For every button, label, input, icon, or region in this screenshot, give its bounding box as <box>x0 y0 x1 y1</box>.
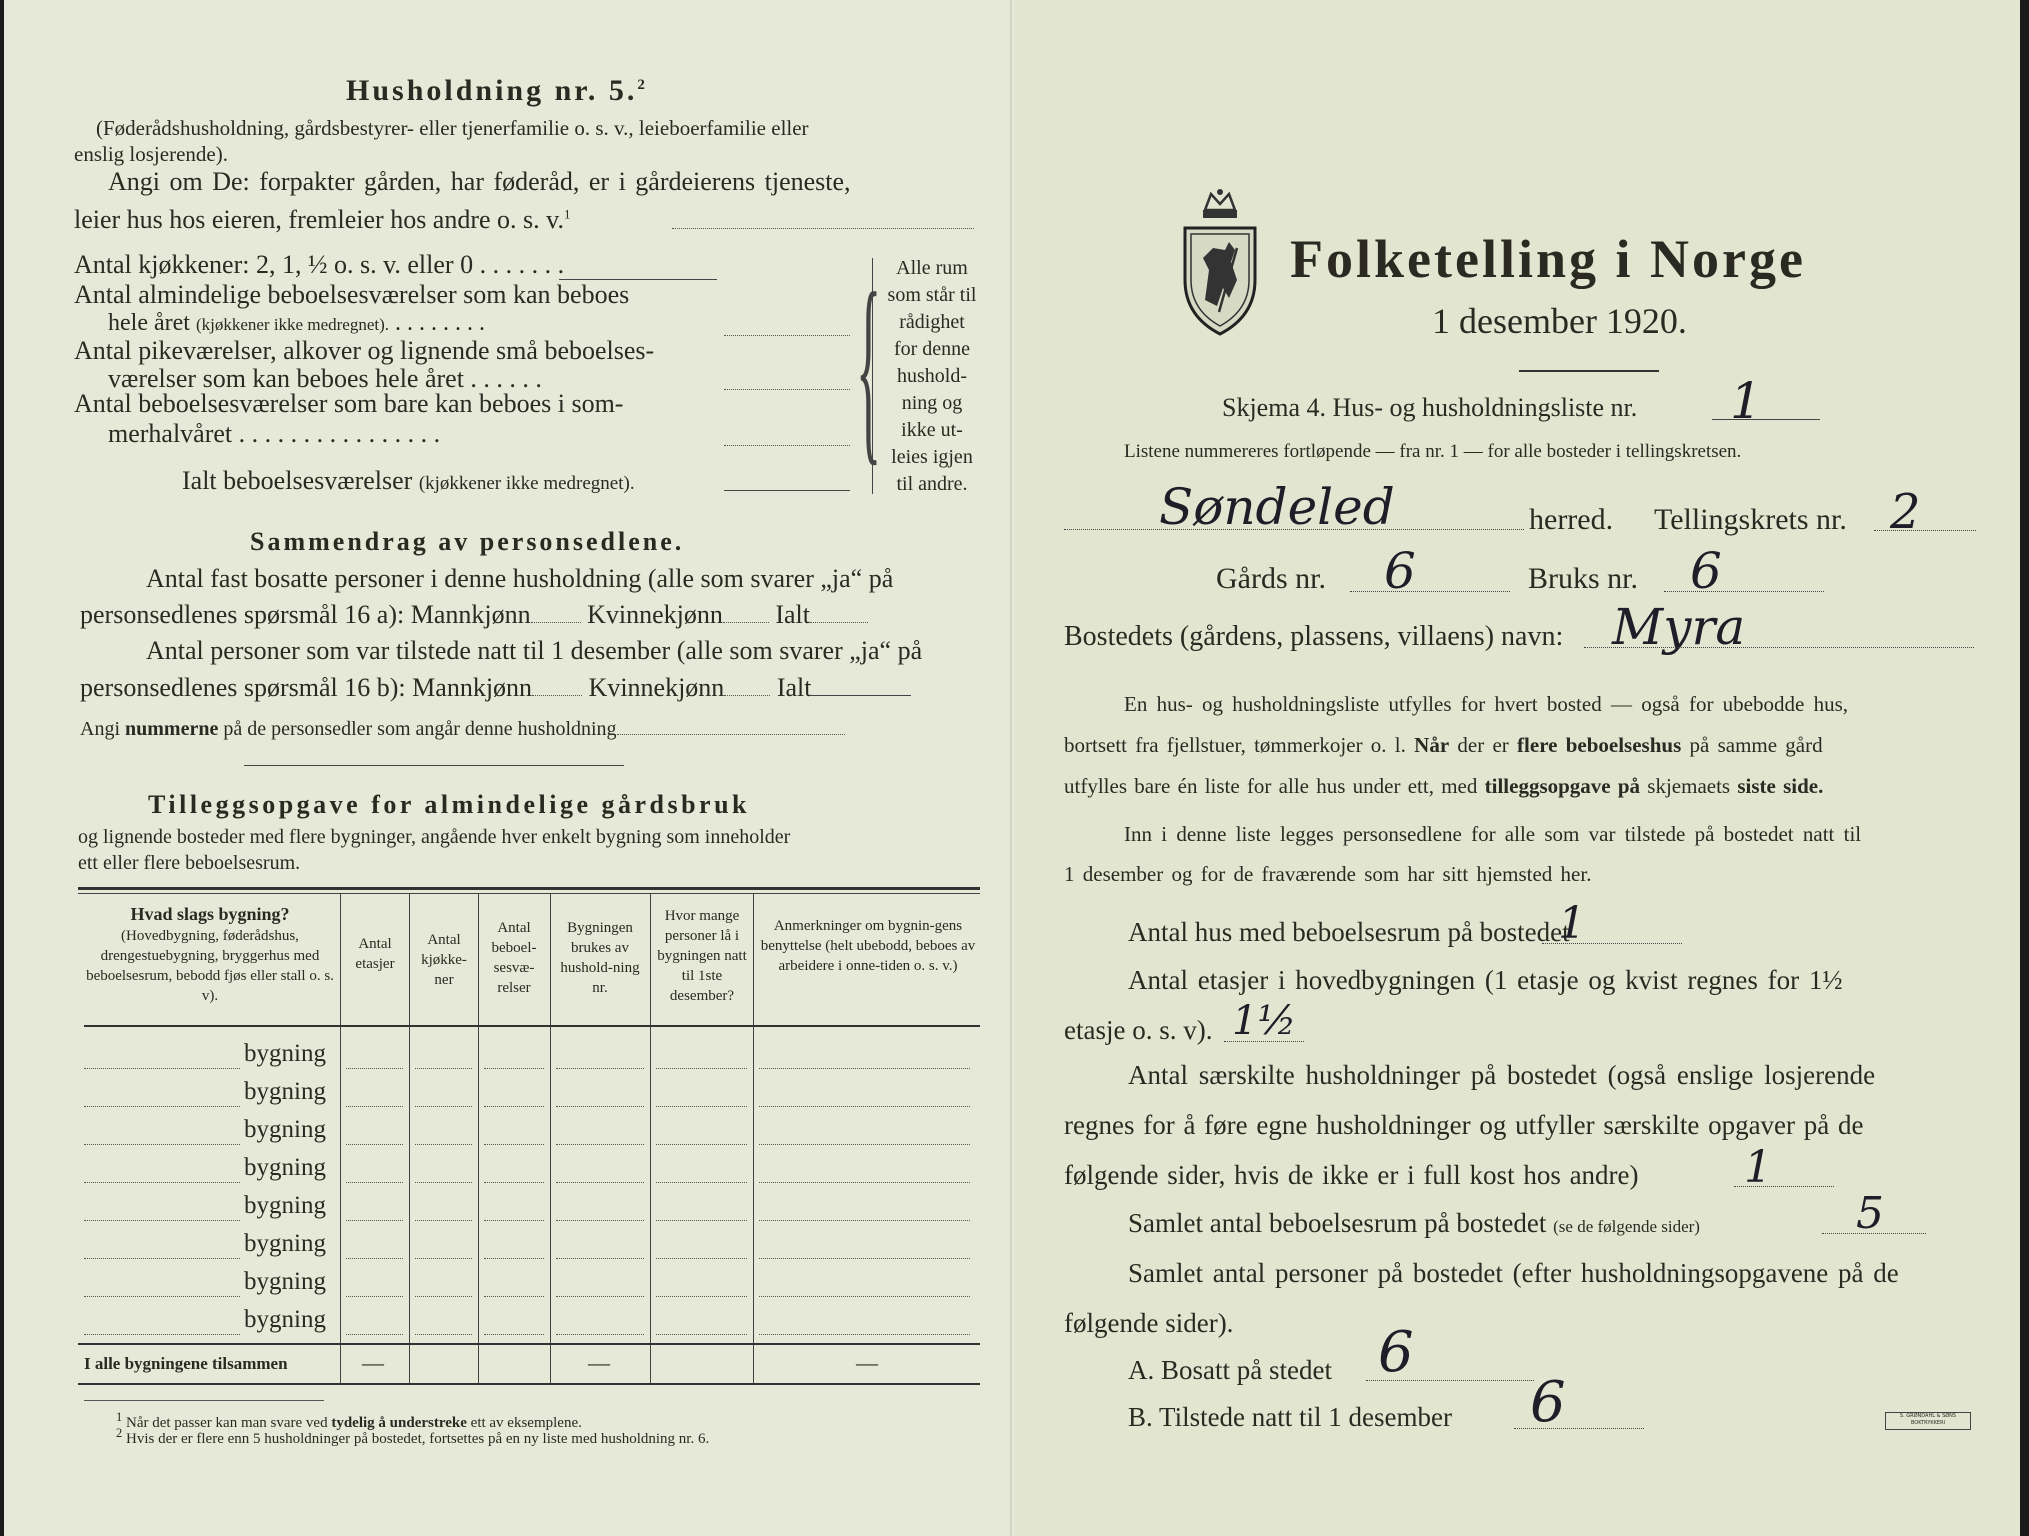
list-number-line <box>1712 419 1820 420</box>
rooms-label-b: hele året (kjøkkener ikke medregnet). . . . . . . . . <box>108 310 485 336</box>
table-cell-field[interactable] <box>556 1182 644 1183</box>
gards-line <box>1350 591 1510 592</box>
table-row <box>4 1040 1004 1078</box>
q-present-line <box>1514 1428 1644 1429</box>
bracket: { <box>856 251 882 483</box>
q-rooms-value[interactable]: 5 <box>1856 1188 1884 1239</box>
census-date: 1 desember 1920. <box>1432 301 1687 341</box>
table-cell-field[interactable] <box>759 1334 970 1335</box>
table-cell-field[interactable] <box>656 1296 747 1297</box>
title-rule <box>1519 370 1659 372</box>
table-cell-field[interactable] <box>759 1106 970 1107</box>
instruction-5: 1 desember og for de fraværende som har sitt hjemsted her. <box>1064 862 1592 886</box>
q-houses-line <box>1542 943 1682 944</box>
table-cell-field[interactable] <box>346 1258 403 1259</box>
angi-line-1: Angi om De: forpakter gården, har føderåd, er i gårdeierens tjeneste, <box>108 167 851 196</box>
bracket-right-rule <box>872 258 873 494</box>
coat-of-arms-icon <box>1179 188 1261 338</box>
table-cell-field[interactable] <box>346 1106 403 1107</box>
col-header-building: Hvad slags bygning? (Hovedbygning, føderådshus, drengestuebygning, bryggerhus med beboelsesrum, bebodd fjøs eller stall o. s. v). <box>86 904 334 1004</box>
table-cell-field[interactable] <box>346 1334 403 1335</box>
table-top-rule <box>78 887 980 890</box>
table-cell-field[interactable] <box>415 1296 472 1297</box>
summer-rooms-answer-line <box>724 445 850 446</box>
bracket-note-line: ikke ut- <box>901 419 963 441</box>
table-cell-field[interactable] <box>484 1106 544 1107</box>
small-rooms-label-b: værelser som kan beboes hele året . . . . . . <box>108 364 542 393</box>
table-top-rule-2 <box>78 893 980 894</box>
table-cell-field[interactable] <box>556 1220 644 1221</box>
bracket-note-line: leies igjen <box>891 446 973 468</box>
right-page <box>1014 0 2020 1536</box>
col-header-remarks: Anmerkninger om bygnin-gens benyttelse (helt ubebodd, beboes av arbeidere i onne-tiden o. s. v.) <box>760 918 976 974</box>
angi-nummerne: Angi nummerne på de personsedler som angår denne husholdning <box>80 718 845 741</box>
rooms-answer-line <box>724 335 850 336</box>
q-floors-value[interactable]: 1½ <box>1232 998 1297 1044</box>
bruks-value[interactable]: 6 <box>1690 542 1722 600</box>
q-houses-value[interactable]: 1 <box>1558 898 1586 949</box>
table-cell-field[interactable] <box>656 1106 747 1107</box>
summary-line-3: Antal personer som var tilstede natt til 1 desember (alle som svarer „ja“ på <box>146 636 923 665</box>
building-type-field[interactable] <box>84 1220 240 1221</box>
q-households-line <box>1734 1186 1834 1187</box>
building-row-label: bygning <box>244 1116 326 1143</box>
footnote-rule <box>84 1400 324 1401</box>
q-households-label-b: regnes for å føre egne husholdninger og utfyller særskilte opgaver på de <box>1064 1110 1864 1140</box>
q-present-value[interactable]: 6 <box>1530 1370 1566 1435</box>
q-households-label-c: følgende sider, hvis de ikke er i full kost hos andre) <box>1064 1160 1639 1190</box>
q-persons-label-a: Samlet antal personer på bostedet (efter husholdningsopgavene på de <box>1128 1258 1899 1288</box>
q-resident-line <box>1366 1380 1534 1381</box>
table-cell-field[interactable] <box>346 1144 403 1145</box>
gards-label: Gårds nr. <box>1216 562 1326 595</box>
table-cell-field[interactable] <box>415 1220 472 1221</box>
total-floors-dash: — <box>362 1350 384 1375</box>
table-cell-field[interactable] <box>556 1296 644 1297</box>
q-rooms-label: Samlet antal beboelsesrum på bostedet (se de følgende sider) <box>1128 1208 1700 1238</box>
summary-line-2: personsedlenes spørsmål 16 a): Mannkjønn Kvinnekjønn Ialt <box>80 600 868 630</box>
q-households-label-a: Antal særskilte husholdninger på bostedet (også enslige losjerende <box>1128 1060 1876 1090</box>
building-row-label: bygning <box>244 1154 326 1181</box>
table-cell-field[interactable] <box>346 1220 403 1221</box>
q-floors-label-a: Antal etasjer i hovedbygningen (1 etasje og kvist regnes for 1½ <box>1128 965 1843 995</box>
table-cell-field[interactable] <box>556 1144 644 1145</box>
left-page <box>4 0 1014 1536</box>
bracket-note-line: som står til <box>887 284 977 306</box>
angi-answer-line <box>672 228 974 229</box>
col-header-persons: Hvor mange personer lå i bygningen natt til 1ste desember? <box>657 908 747 1004</box>
table-cell-field[interactable] <box>556 1106 644 1107</box>
building-type-field[interactable] <box>84 1296 240 1297</box>
instruction-2: bortsett fra fjellstuer, tømmerkojer o. l. Når der er flere beboelseshus på samme gård <box>1064 733 1823 757</box>
summer-rooms-label-b: merhalvåret . . . . . . . . . . . . . . . . <box>108 419 441 448</box>
tellingskrets-value[interactable]: 2 <box>1890 484 1921 540</box>
gards-value[interactable]: 6 <box>1384 542 1416 600</box>
tellingskrets-label: Tellingskrets nr. <box>1654 503 1847 536</box>
tillegg-line-1: og lignende bosteder med flere bygninger, angående hver enkelt bygning som inneholder <box>78 826 791 848</box>
q-present-label: B. Tilstede natt til 1 desember <box>1128 1402 1452 1432</box>
listene-note: Listene nummereres fortløpende — fra nr. 1 — for alle bosteder i tellingskretsen. <box>1124 441 1742 462</box>
table-cell-field[interactable] <box>759 1068 970 1069</box>
table-total-rule <box>78 1343 980 1345</box>
q-resident-label: A. Bosatt på stedet <box>1128 1355 1332 1385</box>
small-rooms-answer-line <box>724 389 850 390</box>
household-subtitle-1: (Føderådshusholdning, gårdsbestyrer- eller tjenerfamilie o. s. v., leieboerfamilie eller <box>96 116 809 140</box>
bracket-note-line: hushold- <box>897 365 967 387</box>
table-cell-field[interactable] <box>556 1334 644 1335</box>
table-row <box>4 1306 1004 1344</box>
bracket-note-line: rådighet <box>899 311 965 333</box>
table-cell-field[interactable] <box>656 1144 747 1145</box>
table-cell-field[interactable] <box>484 1182 544 1183</box>
footnote-1: $^1$ Når det passer kan man svare ved tydelig å understreke ett av eksemplene. <box>116 1410 582 1431</box>
household-title: Husholdning nr. 5.$^2$ <box>346 74 648 107</box>
instruction-3: utfylles bare én liste for alle hus under ett, med tilleggsopgave på skjemaets siste side. <box>1064 774 1824 798</box>
col-header-household: Bygningen brukes av hushold-ning nr. <box>560 920 640 996</box>
summary-line-1: Antal fast bosatte personer i denne husholdning (alle som svarer „ja“ på <box>146 564 894 593</box>
summary-line-4: personsedlenes spørsmål 16 b): Mannkjønn Kvinnekjønn Ialt <box>80 673 911 703</box>
table-header-rule <box>84 1025 980 1027</box>
building-type-field[interactable] <box>84 1068 240 1069</box>
bruks-line <box>1664 591 1824 592</box>
table-row <box>4 1230 1004 1268</box>
herred-label: herred. <box>1529 503 1614 536</box>
total-rooms-answer-line <box>724 490 850 491</box>
building-row-label: bygning <box>244 1078 326 1105</box>
table-cell-field[interactable] <box>415 1258 472 1259</box>
table-cell-field[interactable] <box>556 1068 644 1069</box>
table-cell-field[interactable] <box>759 1258 970 1259</box>
table-cell-field[interactable] <box>656 1334 747 1335</box>
bracket-note-line: for denne <box>893 338 971 360</box>
bosted-value[interactable]: Myra <box>1612 598 1746 656</box>
table-cell-field[interactable] <box>484 1068 544 1069</box>
table-cell-field[interactable] <box>656 1220 747 1221</box>
q-rooms-line <box>1822 1233 1926 1234</box>
table-cell-field[interactable] <box>346 1296 403 1297</box>
table-cell-field[interactable] <box>656 1068 747 1069</box>
footnote-2: $^2$ Hvis der er flere enn 5 husholdninger på bostedet, fortsettes på en ny liste med husholdning nr. 6. <box>116 1426 710 1447</box>
table-cell-field[interactable] <box>484 1258 544 1259</box>
q-floors-label-b: etasje o. s. v). <box>1064 1015 1213 1045</box>
table-cell-field[interactable] <box>484 1220 544 1221</box>
table-row <box>4 1078 1004 1116</box>
municipality-value[interactable]: Søndeled <box>1159 478 1395 536</box>
tellingskrets-line <box>1874 530 1976 531</box>
table-row <box>4 1192 1004 1230</box>
building-row-label: bygning <box>244 1268 326 1295</box>
building-row-label: bygning <box>244 1306 326 1333</box>
q-resident-value[interactable]: 6 <box>1378 1320 1414 1385</box>
table-cell-field[interactable] <box>415 1106 472 1107</box>
summer-rooms-label-a: Antal beboelsesværelser som bare kan beboes i som- <box>74 389 624 418</box>
bracket-note-line: ning og <box>901 392 963 414</box>
table-cell-field[interactable] <box>656 1258 747 1259</box>
table-cell-field[interactable] <box>415 1068 472 1069</box>
summary-title: Sammendrag av personsedlene. <box>250 527 685 556</box>
table-cell-field[interactable] <box>759 1182 970 1183</box>
small-rooms-label-a: Antal pikeværelser, alkover og lignende små beboelses- <box>74 336 655 365</box>
col-header-rooms: Antal beboel-sesvæ-relser <box>491 920 537 996</box>
total-rooms-label: Ialt beboelsesværelser (kjøkkener ikke medregnet). <box>182 466 635 495</box>
household-subtitle-2: enslig losjerende). <box>74 142 228 166</box>
bracket-note <box>880 255 984 498</box>
building-row-label: bygning <box>244 1040 326 1067</box>
rooms-label-a: Antal almindelige beboelsesværelser som kan beboes <box>74 280 630 309</box>
tillegg-line-2: ett eller flere beboelsesrum. <box>78 852 301 874</box>
table-cell-field[interactable] <box>346 1068 403 1069</box>
q-houses-label: Antal hus med beboelsesrum på bostedet <box>1128 917 1570 947</box>
table-cell-field[interactable] <box>484 1144 544 1145</box>
form-title: Folketelling i Norge <box>1290 229 1806 289</box>
table-cell-field[interactable] <box>415 1334 472 1335</box>
tillegg-title: Tilleggsopgave for almindelige gårdsbruk <box>148 790 751 819</box>
skjema-label: Skjema 4. Hus- og husholdningsliste nr. <box>1222 393 1638 422</box>
table-cell-field[interactable] <box>484 1334 544 1335</box>
table-bottom-rule <box>78 1383 980 1385</box>
total-household-dash: — <box>588 1350 610 1375</box>
building-row-label: bygning <box>244 1230 326 1257</box>
table-row <box>4 1116 1004 1154</box>
table-cell-field[interactable] <box>415 1182 472 1183</box>
q-floors-line <box>1224 1041 1304 1042</box>
kitchens-label: Antal kjøkkener: 2, 1, ½ o. s. v. eller 0 . . . . . . . <box>74 250 565 279</box>
bracket-note-line: til andre. <box>896 473 968 495</box>
angi-line-2: leier hus hos eieren, fremleier hos andre o. s. v.$^1$ <box>74 205 571 234</box>
bracket-note-line: Alle rum <box>896 257 968 279</box>
table-cell-field[interactable] <box>346 1182 403 1183</box>
q-persons-label-b: følgende sider). <box>1064 1308 1234 1338</box>
col-header-kitchens: Antal kjøkke-ner <box>421 932 467 988</box>
col-header-floors: Antal etasjer <box>355 936 395 972</box>
table-cell-field[interactable] <box>759 1220 970 1221</box>
table-cell-field[interactable] <box>556 1258 644 1259</box>
printer-stamp: S. GRØNDAHL & SØNS BOKTRYKKERI <box>1885 1412 1971 1430</box>
building-type-field[interactable] <box>84 1258 240 1259</box>
table-cell-field[interactable] <box>759 1296 970 1297</box>
bruks-label: Bruks nr. <box>1528 562 1639 595</box>
total-remarks-dash: — <box>856 1350 878 1375</box>
instruction-4: Inn i denne liste legges personsedlene for alle som var tilstede på bostedet natt til <box>1124 822 1862 846</box>
table-row <box>4 1154 1004 1192</box>
instruction-1: En hus- og husholdningsliste utfylles for hvert bosted — også for ubebodde hus, <box>1124 692 1848 716</box>
census-form-spread <box>4 0 2020 1536</box>
building-row-label: bygning <box>244 1192 326 1219</box>
municipality-line <box>1064 529 1524 530</box>
table-cell-field[interactable] <box>415 1144 472 1145</box>
bosted-line <box>1584 647 1974 648</box>
building-type-field[interactable] <box>84 1334 240 1335</box>
table-cell-field[interactable] <box>484 1296 544 1297</box>
table-cell-field[interactable] <box>656 1182 747 1183</box>
building-type-field[interactable] <box>84 1182 240 1183</box>
total-row-label: I alle bygningene tilsammen <box>84 1354 288 1373</box>
q-households-value[interactable]: 1 <box>1744 1142 1772 1193</box>
bosted-label: Bostedets (gårdens, plassens, villaens) navn: <box>1064 621 1564 652</box>
list-number-value[interactable]: 1 <box>1730 372 1762 430</box>
table-row <box>4 1268 1004 1306</box>
building-type-field[interactable] <box>84 1144 240 1145</box>
divider-rule <box>244 765 624 766</box>
table-cell-field[interactable] <box>759 1144 970 1145</box>
building-type-field[interactable] <box>84 1106 240 1107</box>
